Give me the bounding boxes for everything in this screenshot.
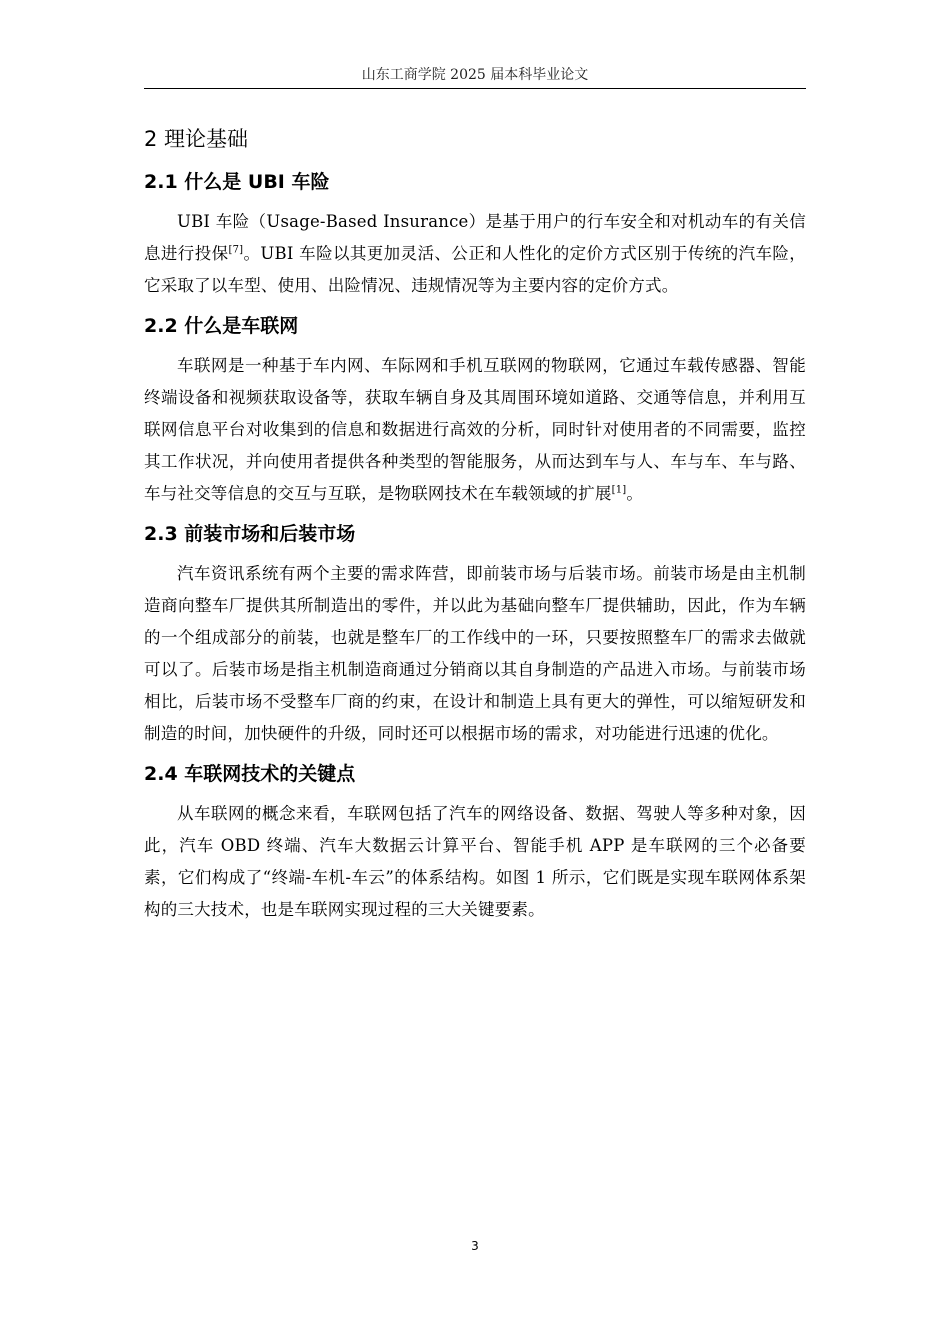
paragraph-key-points: 从车联网的概念来看，车联网包括了汽车的网络设备、数据、驾驶人等多种对象，因此，汽车 OBD 终端、汽车大数据云计算平台、智能手机 APP 是车联网的三个必备要素，它们构成了“终端-车机-车云”的体系结构。如图 1 所示，它们既是实现车联网体系架构的三大技术，也是车联网实现过程的三大关键要素。 [144,804,806,919]
paragraph-text: 。UBI 车险以其更加灵活、公正和人性化的定价方式区别于传统的汽车险，它采取了以车型、使用、出险情况、违规情况等为主要内容的定价方式。 [144,244,807,295]
page-number: 3 [471,1239,479,1253]
paragraph-text: UBI 车险（Usage-Based Insurance）是基于用户的行车安全和对机动车的有关信息进行投保 [144,212,806,263]
section-title-2-2: 2.2 什么是车联网 [144,315,299,337]
section-title-2-4: 2.4 车联网技术的关键点 [144,763,356,785]
chapter-title: 2 理论基础 [144,127,249,151]
page-body [144,124,806,936]
paragraph-text: 车联网是一种基于车内网、车际网和手机互联网的物联网，它通过车载传感器、智能终端设备和视频获取设备等，获取车辆自身及其周围环境如道路、交通等信息，并利用互联网信息平台对收集到的信息和数据进行高效的分析，同时针对使用者的不同需要，监控其工作状况，并向使用者提供各种类型的智能服务，从而达到车与人、车与车、车与路、车与社交等信息的交互与互联，是物联网技术在车载领域的扩展 [144,356,806,503]
header-rule [144,88,806,89]
section-title-2-1: 2.1 什么是 UBI 车险 [144,171,330,193]
page-header: 山东工商学院 2025 届本科毕业论文 [361,67,589,83]
citation-ref: [7] [228,244,244,256]
paragraph-text: 。 [626,484,644,503]
paragraph-markets: 汽车资讯系统有两个主要的需求阵营，即前装市场与后装市场。前装市场是由主机制造商向整车厂提供其所制造出的零件，并以此为基础向整车厂提供辅助，因此，作为车辆的一个组成部分的前装，也就是整车厂的工作线中的一环，只要按照整车厂的需求去做就可以了。后装市场是指主机制造商通过分销商以其自身制造的产品进入市场。与前装市场相比，后装市场不受整车厂商的约束，在设计和制造上具有更大的弹性，可以缩短研发和制造的时间，加快硬件的升级，同时还可以根据市场的需求，对功能进行迅速的优化。 [144,564,806,743]
section-title-2-3: 2.3 前装市场和后装市场 [144,523,356,545]
paragraph-ubi-insurance [144,206,806,302]
citation-ref: [1] [611,484,627,496]
paragraph-iov-definition [144,350,806,510]
